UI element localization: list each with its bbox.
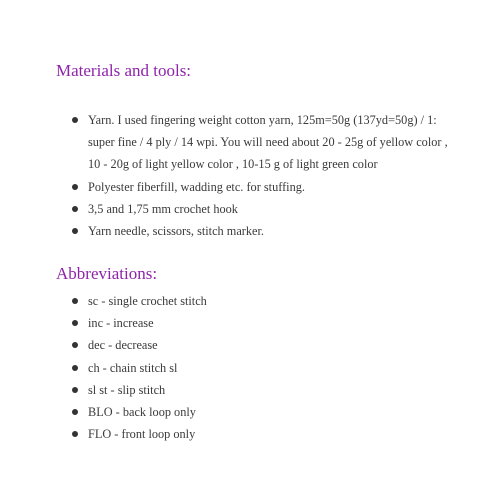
bullet-icon	[72, 117, 78, 123]
bullet-icon	[72, 409, 78, 415]
list-item	[72, 176, 472, 198]
materials-list	[72, 109, 472, 242]
list-item	[72, 334, 472, 356]
bullet-icon	[72, 320, 78, 326]
list-item	[72, 423, 472, 445]
bullet-icon	[72, 431, 78, 437]
list-item	[72, 220, 472, 242]
abbreviation-text: inc - increase	[88, 316, 154, 331]
abbreviation-text: dec - decrease	[88, 338, 158, 353]
bullet-icon	[72, 184, 78, 190]
item-line: super fine / 4 ply / 14 wpi. You will need about 20 - 25g of yellow color ,	[88, 135, 448, 150]
item-line: Polyester fiberfill, wadding etc. for stuffing.	[88, 179, 305, 194]
abbreviations-list	[72, 290, 472, 445]
list-item	[72, 401, 472, 423]
item-line: 10 - 20g of light yellow color , 10-15 g of light green color	[88, 157, 378, 172]
abbreviations-heading: Abbreviations:	[56, 264, 158, 283]
abbreviation-text: ch - chain stitch sl	[88, 360, 178, 375]
item-line: 3,5 and 1,75 mm crochet hook	[88, 201, 238, 216]
item-line: Yarn. I used fingering weight cotton yarn, 125m=50g (137yd=50g) / 1:	[88, 113, 437, 127]
bullet-icon	[72, 387, 78, 393]
bullet-icon	[72, 206, 78, 212]
list-item	[72, 290, 472, 312]
abbreviation-text: FLO - front loop only	[88, 427, 196, 442]
item-line: Yarn needle, scissors, stitch marker.	[88, 224, 264, 239]
abbreviation-text: BLO - back loop only	[88, 405, 196, 420]
abbreviation-text: sl st - slip stitch	[88, 382, 166, 397]
bullet-icon	[72, 298, 78, 304]
abbreviation-text: sc - single crochet stitch	[88, 294, 207, 308]
materials-heading: Materials and tools:	[56, 61, 192, 80]
bullet-icon	[72, 365, 78, 371]
list-item	[72, 109, 472, 176]
bullet-icon	[72, 228, 78, 234]
list-item	[72, 379, 472, 401]
list-item	[72, 357, 472, 379]
list-item	[72, 198, 472, 220]
bullet-icon	[72, 342, 78, 348]
list-item	[72, 312, 472, 334]
